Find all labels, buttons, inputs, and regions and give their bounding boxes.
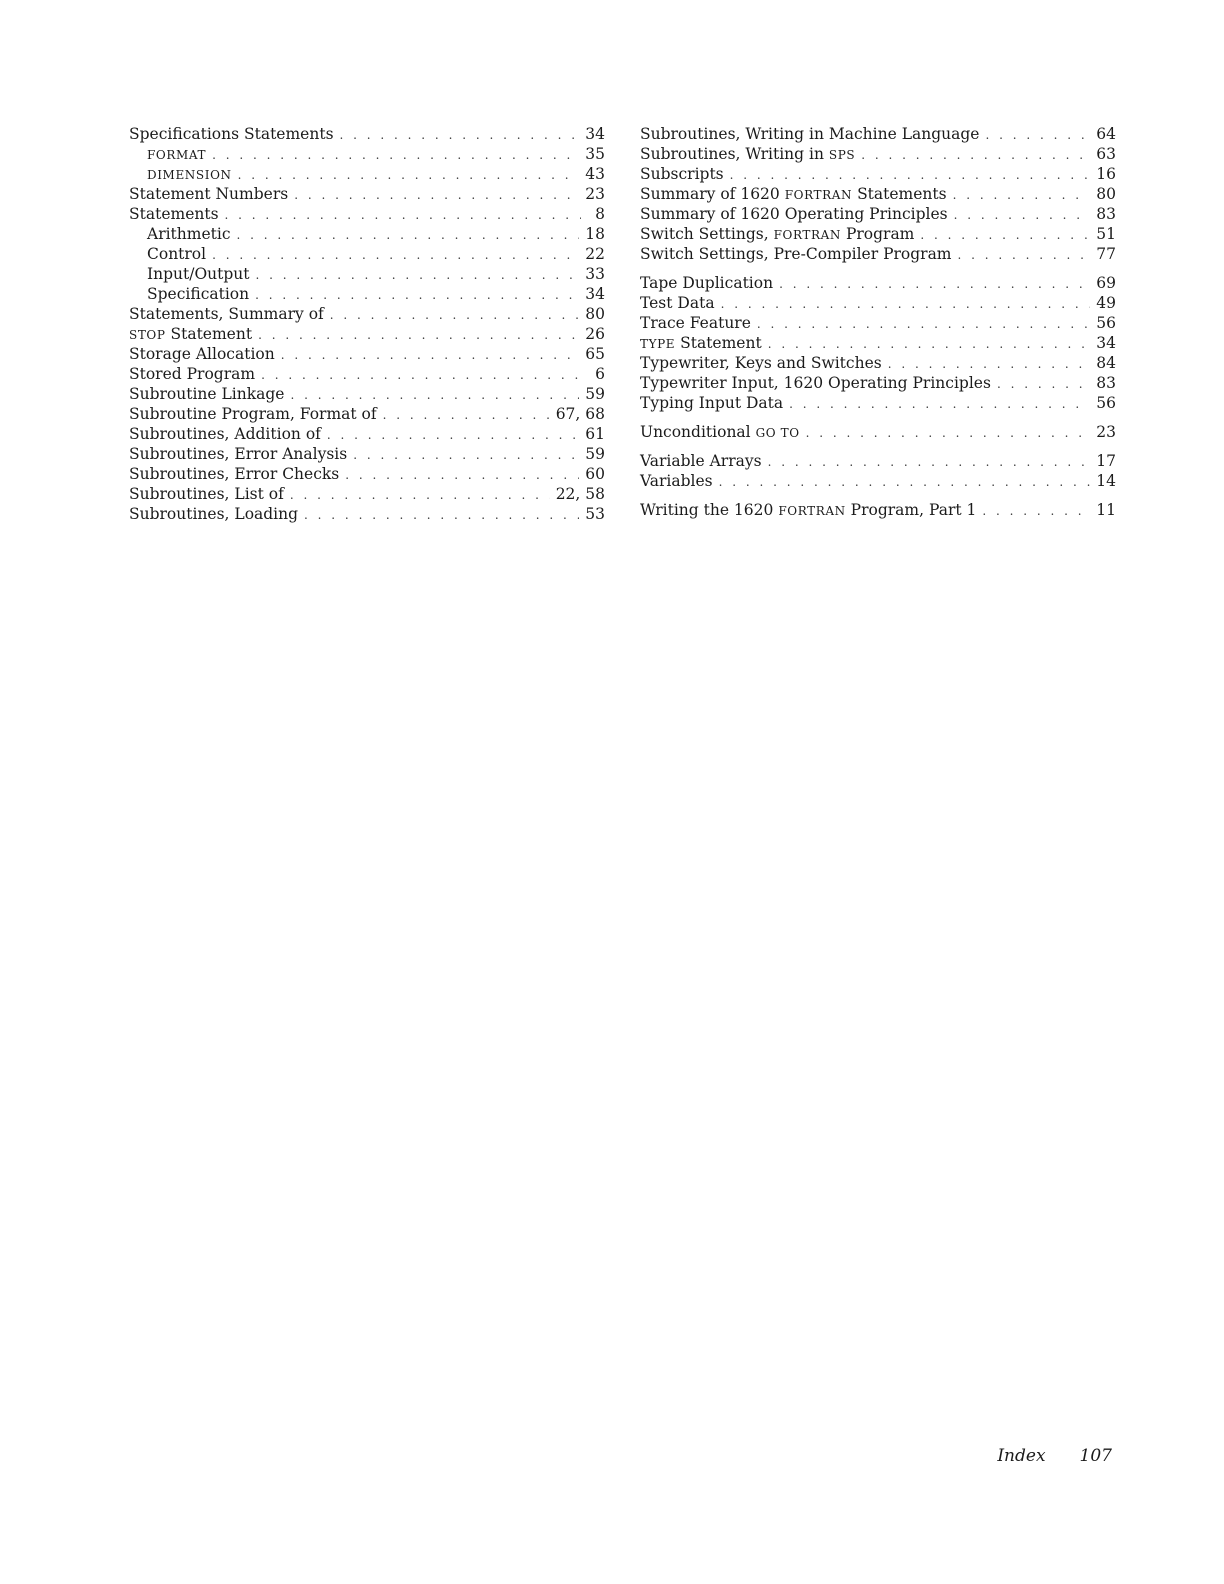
index-entry — [129, 164, 605, 184]
leader-dots — [255, 285, 579, 305]
leader-dots — [327, 425, 579, 445]
index-page: 59 — [585, 445, 605, 463]
leader-dots — [345, 465, 579, 485]
leader-dots — [340, 125, 580, 145]
index-column-right — [640, 124, 1116, 520]
index-term: Summary of 1620 Operating Principles — [640, 205, 948, 223]
index-entry — [129, 384, 605, 404]
leader-dots — [212, 145, 579, 165]
index-page: 18 — [585, 225, 605, 243]
index-term: Switch Settings, Pre-Compiler Program — [640, 245, 952, 263]
index-entry — [640, 224, 1116, 244]
index-page: 51 — [1096, 225, 1116, 243]
index-page: 69 — [1096, 274, 1116, 292]
index-page: 33 — [585, 265, 605, 283]
index-entry — [640, 164, 1116, 184]
index-entry — [640, 244, 1116, 264]
index-page: 6 — [595, 365, 605, 383]
index-column-left — [129, 124, 605, 524]
leader-dots — [953, 185, 1091, 205]
index-term: Writing the 1620 — [640, 501, 774, 519]
leader-dots — [238, 165, 580, 185]
index-entry — [129, 504, 605, 524]
index-entry — [640, 204, 1116, 224]
leader-dots — [719, 472, 1091, 492]
index-term: Subroutines, Error Analysis — [129, 445, 348, 463]
index-page: 11 — [1096, 501, 1116, 519]
index-page: 16 — [1096, 165, 1116, 183]
leader-dots — [789, 394, 1090, 414]
leader-dots — [757, 314, 1090, 334]
index-page: 67, 68 — [555, 405, 605, 423]
index-term: Tape Duplication — [640, 274, 774, 292]
index-entry — [129, 304, 605, 324]
index-page: 35 — [585, 145, 605, 163]
index-page: 63 — [1096, 145, 1116, 163]
index-page: 34 — [585, 285, 605, 303]
index-entry — [129, 144, 605, 164]
index-term: Unconditional — [640, 423, 751, 441]
index-page: 17 — [1096, 452, 1116, 470]
index-entry — [640, 293, 1116, 313]
leader-dots — [861, 145, 1090, 165]
index-entry — [129, 264, 605, 284]
index-page: 59 — [585, 385, 605, 403]
leader-dots — [225, 205, 581, 225]
leader-dots — [290, 385, 579, 405]
index-term-keyword: STOP — [129, 328, 166, 342]
index-term: Subroutine Program, Format of — [129, 405, 377, 423]
index-entry — [129, 424, 605, 444]
index-entry — [640, 451, 1116, 471]
index-entry — [129, 404, 605, 424]
index-entry — [640, 273, 1116, 293]
leader-dots — [888, 354, 1091, 374]
index-page: 34 — [1096, 334, 1116, 352]
index-entry — [640, 313, 1116, 333]
index-page: 61 — [585, 425, 605, 443]
index-term: FORMAT — [147, 148, 207, 162]
index-term-keyword: GO TO — [755, 426, 800, 440]
index-term: Typing Input Data — [640, 394, 784, 412]
index-entry — [129, 484, 605, 504]
index-term-suffix: Program, Part 1 — [850, 501, 977, 519]
index-term: Control — [147, 245, 207, 263]
index-term: Typewriter, Keys and Switches — [640, 354, 882, 372]
index-page: 77 — [1096, 245, 1116, 263]
leader-dots — [730, 165, 1091, 185]
index-term-keyword: SPS — [828, 148, 856, 162]
index-term: Switch Settings, — [640, 225, 769, 243]
index-entry — [640, 373, 1116, 393]
leader-dots — [353, 445, 579, 465]
index-entry — [640, 353, 1116, 373]
index-term: Input/Output — [147, 265, 250, 283]
index-entry — [129, 224, 605, 244]
index-term: Subroutines, Error Checks — [129, 465, 340, 483]
index-entry — [640, 184, 1116, 204]
index-entry — [129, 324, 605, 344]
leader-dots — [304, 505, 579, 525]
index-term-keyword: TYPE — [640, 337, 676, 351]
index-entry — [640, 500, 1116, 520]
index-term-suffix: Statements — [857, 185, 947, 203]
leader-dots — [256, 265, 580, 285]
index-term: Subroutine Linkage — [129, 385, 285, 403]
leader-dots — [237, 225, 580, 245]
index-term: Specification — [147, 285, 250, 303]
index-entry — [129, 284, 605, 304]
leader-dots — [721, 294, 1091, 314]
index-term: Subroutines, Writing in Machine Language — [640, 125, 980, 143]
index-entry — [640, 422, 1116, 442]
index-entry — [640, 471, 1116, 491]
index-term: Typewriter Input, 1620 Operating Principles — [640, 374, 991, 392]
index-term-keyword: FORTRAN — [784, 188, 853, 202]
index-entry — [640, 124, 1116, 144]
index-entry — [129, 244, 605, 264]
leader-dots — [294, 185, 579, 205]
index-term: Statement — [680, 334, 762, 352]
leader-dots — [997, 374, 1090, 394]
leader-dots — [383, 405, 550, 425]
leader-dots — [768, 452, 1091, 472]
leader-dots — [281, 345, 580, 365]
leader-dots — [982, 501, 1090, 521]
index-page: 14 — [1096, 472, 1116, 490]
index-term: Summary of 1620 — [640, 185, 780, 203]
index-term: Subscripts — [640, 165, 724, 183]
index-page: 26 — [585, 325, 605, 343]
index-entry — [640, 393, 1116, 413]
index-term: Arithmetic — [147, 225, 231, 243]
index-page: 8 — [595, 205, 605, 223]
index-page: 23 — [585, 185, 605, 203]
leader-dots — [261, 365, 581, 385]
index-page: 56 — [1096, 314, 1116, 332]
index-entry — [129, 464, 605, 484]
index-term: Subroutines, Writing in — [640, 145, 824, 163]
page-footer — [997, 1446, 1112, 1466]
index-page: 84 — [1096, 354, 1116, 372]
index-term: Statement — [170, 325, 253, 343]
index-entry — [640, 333, 1116, 353]
index-page: 83 — [1096, 205, 1116, 223]
leader-dots — [958, 245, 1091, 265]
index-term: Stored Program — [129, 365, 256, 383]
index-page: 60 — [585, 465, 605, 483]
leader-dots — [212, 245, 579, 265]
index-page: 22, 58 — [555, 485, 605, 503]
leader-dots — [954, 205, 1091, 225]
index-term-keyword: FORTRAN — [773, 228, 841, 242]
index-entry — [640, 144, 1116, 164]
index-page: 80 — [585, 305, 605, 323]
index-term: Subroutines, List of — [129, 485, 284, 503]
index-page: 56 — [1096, 394, 1116, 412]
leader-dots — [768, 334, 1091, 354]
index-page: 43 — [585, 165, 605, 183]
index-term: Statements — [129, 205, 219, 223]
index-page: 22 — [585, 245, 605, 263]
index-entry — [129, 124, 605, 144]
leader-dots — [290, 485, 550, 505]
index-page: 53 — [585, 505, 605, 523]
index-entry — [129, 204, 605, 224]
index-term-suffix: Program — [845, 225, 915, 243]
leader-dots — [806, 423, 1091, 443]
index-term: Specifications Statements — [129, 125, 334, 143]
index-page: 34 — [585, 125, 605, 143]
index-term-keyword: FORTRAN — [778, 504, 846, 518]
index-page: 23 — [1096, 423, 1116, 441]
leader-dots — [258, 325, 579, 345]
index-page: 83 — [1096, 374, 1116, 392]
index-page: 49 — [1096, 294, 1116, 312]
index-page: 80 — [1096, 185, 1116, 203]
leader-dots — [985, 125, 1090, 145]
index-term: Variable Arrays — [640, 452, 762, 470]
footer-page-number: 107 — [1079, 1446, 1112, 1466]
index-term: Trace Feature — [640, 314, 751, 332]
leader-dots — [920, 225, 1090, 245]
index-entry — [129, 184, 605, 204]
index-entry — [129, 444, 605, 464]
index-term: Subroutines, Addition of — [129, 425, 321, 443]
leader-dots — [330, 305, 579, 325]
index-term: Storage Allocation — [129, 345, 275, 363]
index-term: Variables — [640, 472, 713, 490]
footer-section-title: Index — [997, 1446, 1046, 1466]
index-entry — [129, 344, 605, 364]
index-term: Subroutines, Loading — [129, 505, 299, 523]
index-term: Statement Numbers — [129, 185, 289, 203]
index-page: 65 — [585, 345, 605, 363]
index-term: Statements, Summary of — [129, 305, 324, 323]
index-term: DIMENSION — [147, 168, 232, 182]
index-entry — [129, 364, 605, 384]
leader-dots — [779, 274, 1090, 294]
index-term: Test Data — [640, 294, 715, 312]
index-page: 64 — [1096, 125, 1116, 143]
